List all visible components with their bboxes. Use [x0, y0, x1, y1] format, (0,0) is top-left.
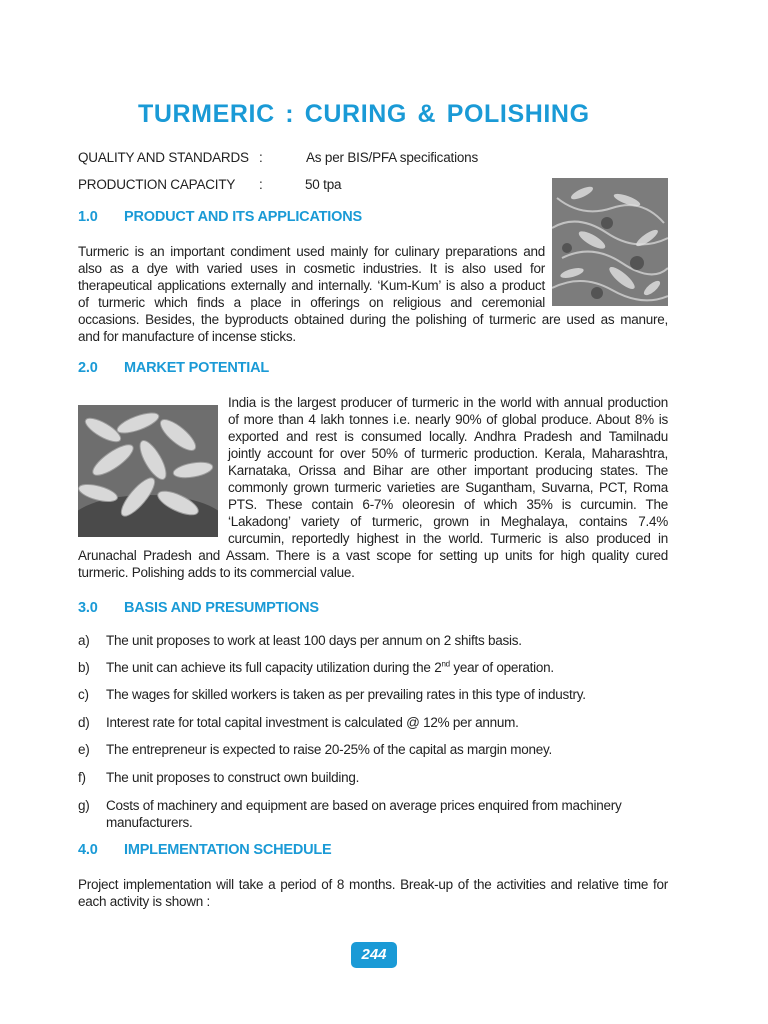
section-title: MARKET POTENTIAL [124, 360, 270, 376]
text-line: Arunachal Pradesh and Assam. There is a vast scope for setting up units for high quality cured [78, 548, 668, 563]
section-number: 3.0 [78, 600, 98, 616]
text-line: turmeric. Polishing adds to its commercial value. [78, 565, 355, 580]
list-text: The wages for skilled workers is taken as per prevailing rates in this type of industry. [106, 687, 586, 702]
meta-label: PRODUCTION CAPACITY [78, 177, 236, 192]
text-line: commonly grown turmeric varieties are Sugantham, Suvarna, PCT, Roma [228, 480, 668, 495]
text-line: Karnataka, Orissa and Bihar are other important producing states. The [228, 463, 668, 478]
turmeric-rhizome-photo [78, 405, 218, 537]
section-number: 4.0 [78, 842, 98, 858]
section-title: PRODUCT AND ITS APPLICATIONS [124, 209, 362, 225]
list-text: Costs of machinery and equipment are based on average prices enquired from machinery manufacturers. [106, 798, 622, 830]
list-text: The unit proposes to construct own building. [106, 770, 360, 785]
market-paragraph-full [78, 547, 668, 581]
section-number: 1.0 [78, 209, 98, 225]
text-line: occasions. Besides, the byproducts obtained during the polishing of turmeric are used as manure, [78, 312, 668, 327]
page-number-badge: 244 [351, 942, 397, 968]
meta-label: QUALITY AND STANDARDS [78, 150, 249, 165]
page-title: TURMERIC : CURING & POLISHING [138, 100, 590, 128]
text-line: exported and rest is consumed locally. Andhra Pradesh and Tamilnadu [228, 429, 668, 444]
text-line: Project implementation will take a period of 8 months. Break-up of the activities and relative time for [78, 877, 668, 892]
list-label: g) [78, 798, 90, 813]
text-line: India is the largest producer of turmeric in the world with annual production [228, 395, 668, 410]
list-label: d) [78, 715, 90, 730]
turmeric-plant-photo [552, 178, 668, 306]
text-line: curcumin, reportedly highest in the world. Turmeric is also produced in [228, 531, 668, 546]
meta-separator: : [259, 150, 263, 165]
list-text: The entrepreneur is expected to raise 20-25% of the capital as margin money. [106, 742, 553, 757]
list-label: c) [78, 687, 89, 702]
section-number: 2.0 [78, 360, 98, 376]
meta-separator: : [259, 177, 263, 192]
list-text: The unit proposes to work at least 100 days per annum on 2 shifts basis. [106, 633, 522, 648]
list-label: f) [78, 770, 86, 785]
list-text: The unit can achieve its full capacity utilization during the 2nd year of operation. [106, 659, 554, 675]
list-label: b) [78, 660, 90, 675]
list-label: a) [78, 633, 90, 648]
text-line: Turmeric is an important condiment used mainly for culinary preparations and [78, 244, 545, 259]
section-title: IMPLEMENTATION SCHEDULE [124, 842, 332, 858]
market-paragraph-wrapped [228, 394, 668, 547]
text-line: ‘Lakadong’ variety of turmeric, grown in Meghalaya, contains 7.4% [228, 514, 668, 529]
section-title: BASIS AND PRESUMPTIONS [124, 600, 319, 616]
meta-value: As per BIS/PFA specifications [306, 150, 479, 165]
text-line: jointly account for over 50% of turmeric production. Kerala, Maharashtra, [228, 446, 668, 461]
text-line: each activity is shown : [78, 894, 211, 909]
implementation-paragraph [78, 876, 668, 910]
text-line: of turmeric which finds a place in offerings on religious and ceremonial [78, 295, 545, 310]
text-line: PTS. These contain 6-7% oleoresin of which 35% is curcumin. The [228, 497, 668, 512]
text-line: and for manufacture of incense sticks. [78, 329, 296, 344]
meta-value: 50 tpa [305, 177, 342, 192]
text-line: of more than 4 lakh tonnes i.e. nearly 90% of global produce. About 8% is [228, 412, 668, 427]
product-paragraph-wrapped [78, 243, 545, 311]
text-line: also as a dye with varied uses in cosmetic industries. It is also used for [78, 261, 545, 276]
text-line: therapeutical applications externally and internally. ‘Kum-Kum’ is also a product [78, 278, 545, 293]
list-label: e) [78, 742, 90, 757]
product-paragraph-full [78, 311, 668, 345]
list-text: Interest rate for total capital investment is calculated @ 12% per annum. [106, 715, 519, 730]
superscript: nd [441, 659, 450, 669]
